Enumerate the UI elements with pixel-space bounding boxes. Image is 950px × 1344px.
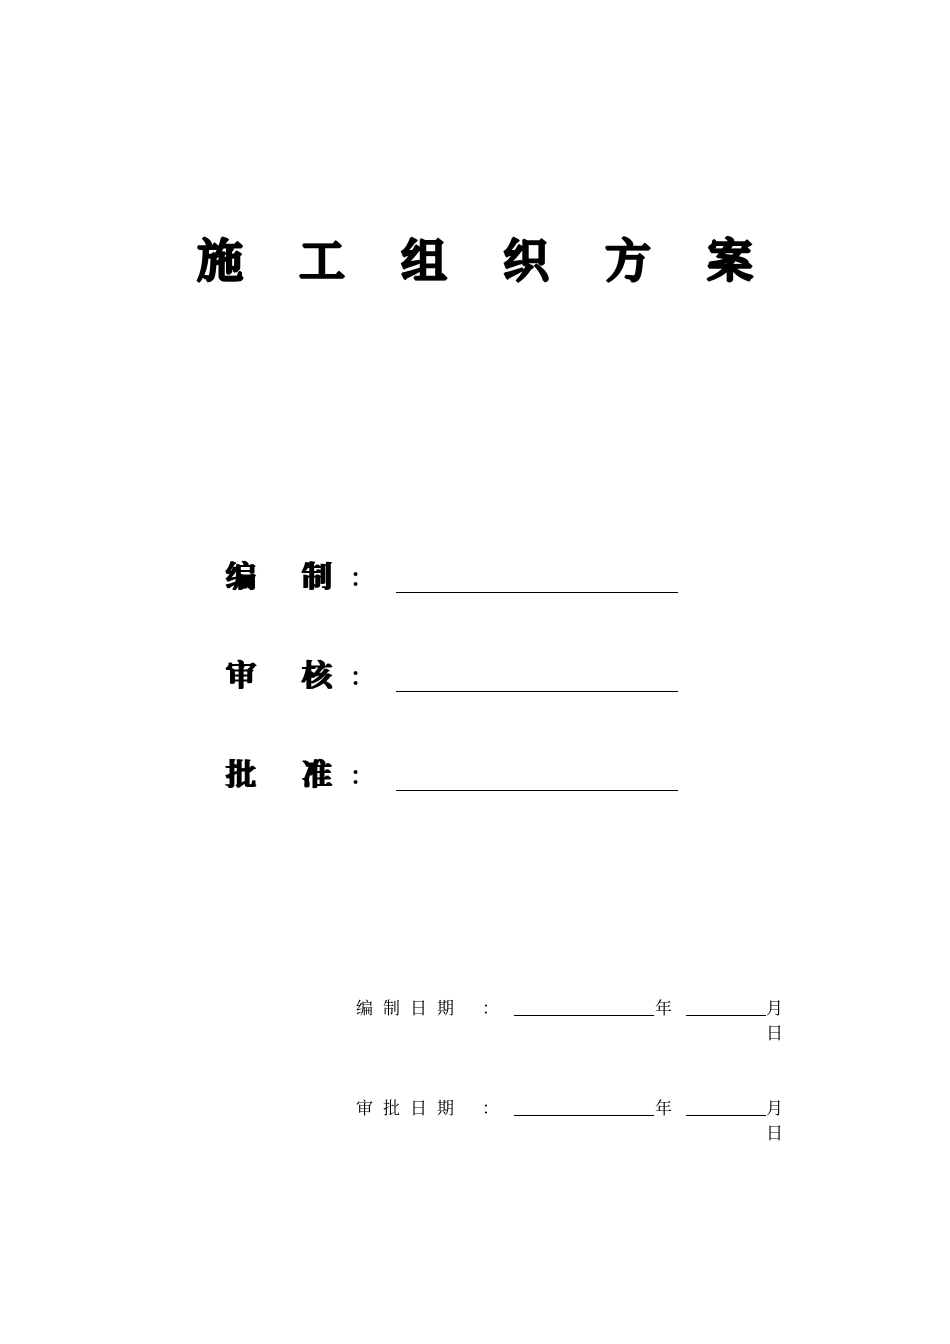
compile-month-label: 月 [766, 999, 783, 1019]
reviewer-colon: ： [350, 662, 374, 691]
approve-date-row [356, 1097, 796, 1149]
approve-day-label: 日 [766, 1124, 783, 1144]
compiler-label-char-1: 编 [226, 560, 256, 595]
approve-year-label: 年 [655, 1099, 672, 1119]
compiler-signature-line[interactable] [396, 592, 678, 593]
compiler-label-char-2: 制 [302, 560, 332, 595]
approver-signature-line[interactable] [396, 790, 678, 791]
signature-row-reviewer [226, 657, 686, 697]
reviewer-signature-line[interactable] [396, 691, 678, 692]
compile-month-blank[interactable] [686, 1015, 766, 1016]
approve-year-blank[interactable] [514, 1115, 654, 1116]
compile-date-row [356, 997, 796, 1049]
approve-month-label: 月 [766, 1099, 783, 1119]
approver-label-char-1: 批 [226, 758, 256, 793]
signature-row-approver [226, 756, 686, 796]
compile-year-label: 年 [655, 999, 672, 1019]
reviewer-label-char-2: 核 [302, 659, 332, 694]
signature-row-compiler [226, 558, 686, 598]
approver-colon: ： [350, 761, 374, 790]
approver-label-char-2: 准 [302, 758, 332, 793]
compile-day-label: 日 [766, 1024, 783, 1044]
compile-date-label: 编制日期 [356, 999, 464, 1019]
approve-month-blank[interactable] [686, 1115, 766, 1116]
compile-year-blank[interactable] [514, 1015, 654, 1016]
approve-date-colon: ： [482, 1099, 499, 1119]
document-title: 施 工 组 织 方 案 [196, 234, 774, 288]
approve-date-label: 审批日期 [356, 1099, 464, 1119]
compiler-colon: ： [350, 563, 374, 592]
reviewer-label-char-1: 审 [226, 659, 256, 694]
compile-date-colon: ： [482, 999, 499, 1019]
